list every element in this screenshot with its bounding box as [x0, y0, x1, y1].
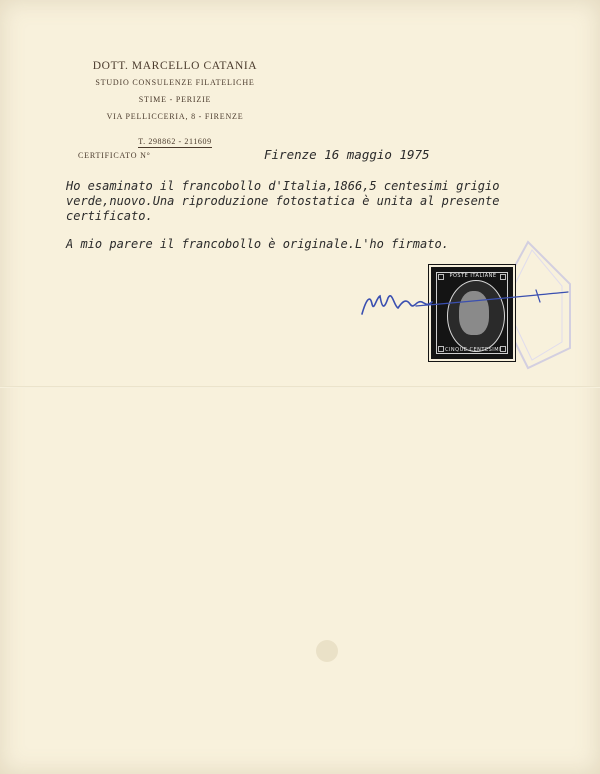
- letterhead-address: VIA PELLICCERIA, 8 - FIRENZE: [106, 112, 244, 121]
- body-line-1: Ho esaminato il francobollo d'Italia,1866,5 centesimi grigio: [66, 179, 500, 193]
- certificate-date: Firenze 16 maggio 1975: [264, 147, 430, 162]
- letterhead-name: DOTT. MARCELLO CATANIA: [92, 60, 258, 72]
- body-line-3: certificato.: [66, 209, 153, 223]
- stamp-bottom-text: CINQUE CENTESIMI: [444, 347, 502, 353]
- certificate-number-label: CERTIFICATO N°: [78, 151, 151, 160]
- letterhead-studio: STUDIO CONSULENZE FILATELICHE: [95, 78, 255, 87]
- signature-icon: [356, 280, 576, 330]
- stamp-top-text: POSTE ITALIANE: [449, 273, 497, 279]
- paper-stain: [316, 640, 338, 662]
- letterhead: [60, 60, 290, 148]
- body-line-2: verde,nuovo.Una riproduzione fotostatica è unita al presente: [66, 194, 500, 208]
- letterhead-services: STIME - PERIZIE: [138, 95, 212, 104]
- fold-line: [0, 386, 600, 388]
- letterhead-phone: T. 298862 - 211609: [138, 137, 212, 146]
- body-line-4: A mio parere il francobollo è originale.L'ho firmato.: [66, 237, 449, 251]
- certificate-body: [66, 179, 556, 224]
